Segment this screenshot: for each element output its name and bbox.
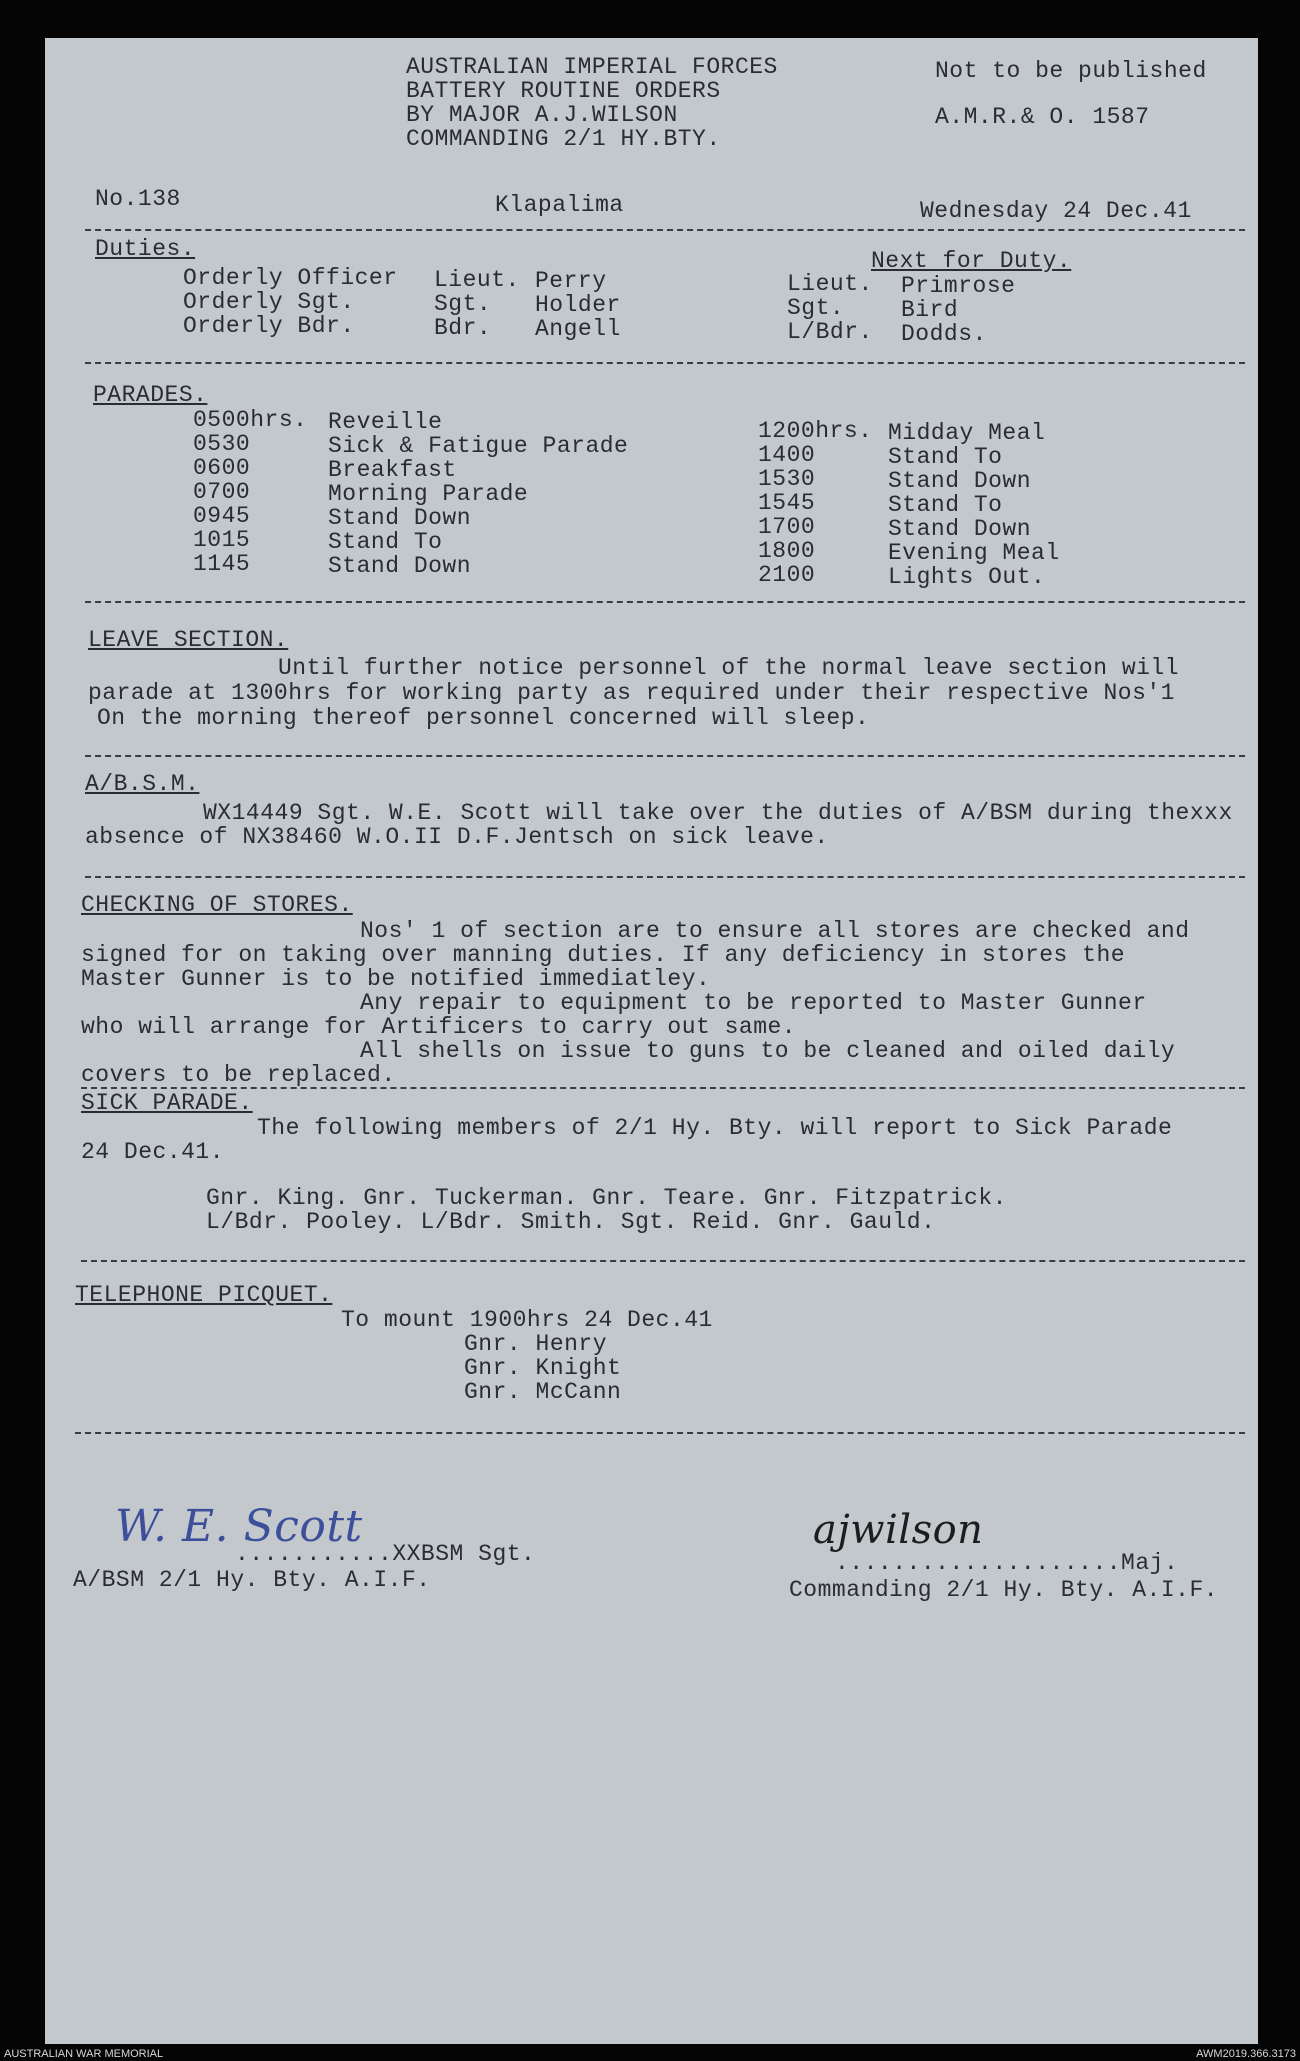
stores-heading: CHECKING OF STORES. (81, 892, 353, 918)
major-dots: ....................Maj. (835, 1550, 1179, 1576)
sick-line: The following members of 2/1 Hy. Bty. will report to Sick Parade (257, 1115, 1173, 1141)
parade-event: Stand Down (328, 553, 472, 579)
parade-event: Stand Down (888, 516, 1032, 542)
parade-event: Midday Meal (888, 420, 1046, 446)
stores-line: signed for on taking over manning duties. If any deficiency in stores the (81, 942, 1126, 968)
duty-role: Orderly Bdr. (183, 313, 355, 339)
parade-time: 1530 (758, 466, 816, 492)
duty-role: Orderly Sgt. (183, 289, 355, 315)
parade-time: 0500hrs. (193, 407, 308, 433)
next-duty-rank: Sgt. (787, 295, 845, 321)
stores-line: Any repair to equipment to be reported to Master Gunner (360, 990, 1147, 1016)
parade-event: Reveille (328, 409, 443, 435)
duty-rank: Bdr. (434, 315, 492, 341)
stores-line: Master Gunner is to be notified immediatley. (81, 966, 711, 992)
picquet-line: To mount 1900hrs 24 Dec.41 (341, 1307, 713, 1333)
major-title: Commanding 2/1 Hy. Bty. A.I.F. (789, 1577, 1219, 1603)
absm-heading: A/B.S.M. (85, 771, 200, 797)
place-name: Klapalima (495, 192, 624, 218)
parade-time: 1200hrs. (758, 418, 873, 444)
parade-event: Stand To (888, 492, 1003, 518)
picquet-heading: TELEPHONE PICQUET. (75, 1282, 333, 1308)
duty-role: Orderly Officer (183, 265, 398, 291)
parade-event: Morning Parade (328, 481, 529, 507)
leave-rule (85, 755, 1245, 757)
reference-number: A.M.R.& O. 1587 (935, 104, 1150, 130)
parade-event: Sick & Fatigue Parade (328, 433, 629, 459)
picquet-member: Gnr. Henry (464, 1331, 608, 1357)
picquet-member: Gnr. McCann (464, 1379, 622, 1405)
picquet-member: Gnr. Knight (464, 1355, 622, 1381)
next-duty-name: Primrose (901, 273, 1016, 299)
stores-line: covers to be replaced. (81, 1062, 396, 1088)
stores-rule (81, 1087, 1245, 1089)
bsm-title: A/BSM 2/1 Hy. Bty. A.I.F. (73, 1567, 431, 1593)
duty-rank: Sgt. (434, 291, 492, 317)
org-line-2: BATTERY ROUTINE ORDERS (406, 78, 721, 104)
leave-heading: LEAVE SECTION. (88, 627, 289, 653)
parade-time: 1145 (193, 551, 251, 577)
sick-members-line: L/Bdr. Pooley. L/Bdr. Smith. Sgt. Reid. Gnr. Gauld. (206, 1209, 936, 1235)
parade-time: 0700 (193, 479, 251, 505)
duties-rule (85, 362, 1245, 364)
major-signature: ajwilson (813, 1507, 984, 1553)
org-line-4: COMMANDING 2/1 HY.BTY. (406, 126, 721, 152)
absm-line: WX14449 Sgt. W.E. Scott will take over the duties of A/BSM during thexxx (203, 800, 1233, 826)
absm-rule (85, 876, 1245, 878)
absm-line: absence of NX38460 W.O.II D.F.Jentsch on sick leave. (85, 824, 829, 850)
duty-name: Holder (535, 292, 621, 318)
parade-time: 1700 (758, 514, 816, 540)
next-duty-name: Dodds. (901, 321, 987, 347)
stores-line: Nos' 1 of section are to ensure all stores are checked and (360, 918, 1190, 944)
parade-event: Stand To (328, 529, 443, 555)
order-number: No.138 (95, 186, 181, 212)
parade-time: 0530 (193, 431, 251, 457)
sick-rule (81, 1260, 1245, 1262)
picquet-rule (75, 1432, 1245, 1434)
next-duty-rank: Lieut. (787, 271, 873, 297)
header-rule (85, 229, 1245, 231)
duty-rank: Lieut. (434, 267, 520, 293)
order-date: Wednesday 24 Dec.41 (920, 198, 1192, 224)
leave-line: parade at 1300hrs for working party as required under their respective Nos'1 (88, 680, 1175, 706)
duty-name: Perry (535, 268, 607, 294)
parade-event: Lights Out. (888, 564, 1046, 590)
parade-time: 1400 (758, 442, 816, 468)
not-published-note: Not to be published (935, 58, 1207, 84)
duties-heading: Duties. (95, 236, 196, 262)
archive-footer-left: AUSTRALIAN WAR MEMORIAL (4, 2048, 164, 2060)
parade-event: Stand Down (888, 468, 1032, 494)
parade-time: 1545 (758, 490, 816, 516)
parade-time: 0945 (193, 503, 251, 529)
parade-event: Stand Down (328, 505, 472, 531)
bsm-dots: ...........XXBSM Sgt. (235, 1541, 536, 1567)
stores-line: All shells on issue to guns to be cleaned and oiled daily (360, 1038, 1176, 1064)
parades-heading: PARADES. (93, 382, 208, 408)
parade-time: 1800 (758, 538, 816, 564)
stores-line: who will arrange for Artificers to carry out same. (81, 1014, 797, 1040)
leave-line: On the morning thereof personnel concerned will sleep. (97, 705, 870, 731)
archive-footer-right: AWM2019.366.3173 (1196, 2048, 1296, 2060)
parade-event: Breakfast (328, 457, 457, 483)
leave-line: Until further notice personnel of the normal leave section will (278, 655, 1180, 681)
document-page (45, 38, 1258, 2044)
bsm-signature: W. E. Scott (115, 1501, 363, 1552)
parade-time: 0600 (193, 455, 251, 481)
parade-time: 1015 (193, 527, 251, 553)
parade-event: Evening Meal (888, 540, 1060, 566)
org-line-3: BY MAJOR A.J.WILSON (406, 102, 678, 128)
duty-name: Angell (535, 316, 621, 342)
sick-heading: SICK PARADE. (81, 1090, 253, 1116)
parade-event: Stand To (888, 444, 1003, 470)
next-duty-name: Bird (901, 297, 959, 323)
parades-rule (85, 601, 1245, 603)
sick-line: 24 Dec.41. (81, 1139, 225, 1165)
next-for-duty-heading: Next for Duty. (871, 248, 1072, 274)
org-line-1: AUSTRALIAN IMPERIAL FORCES (406, 54, 778, 80)
parade-time: 2100 (758, 562, 816, 588)
next-duty-rank: L/Bdr. (787, 319, 873, 345)
sick-members-line: Gnr. King. Gnr. Tuckerman. Gnr. Teare. Gnr. Fitzpatrick. (206, 1185, 1007, 1211)
